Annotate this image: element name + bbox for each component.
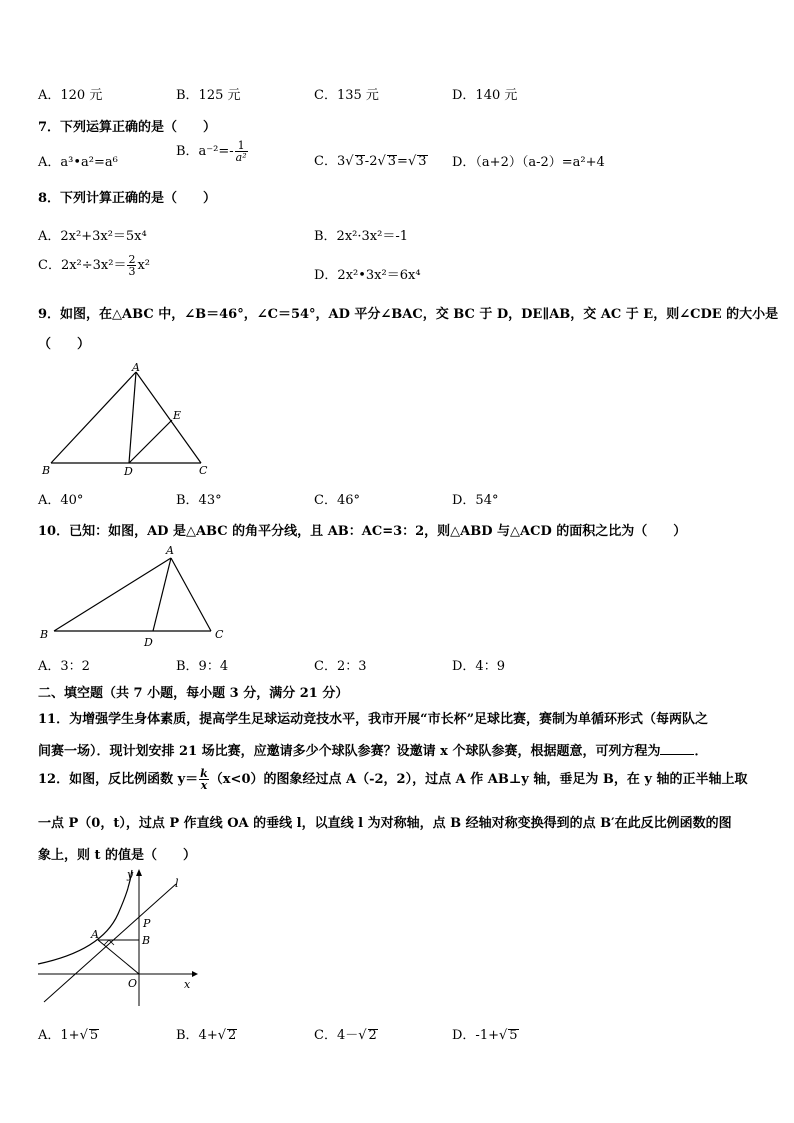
q12-label-y: y	[127, 868, 134, 881]
q10-triangle-figure	[36, 540, 231, 650]
q12-label-p: P	[143, 917, 151, 930]
q12-label-x: x	[184, 978, 191, 991]
q9-label-c: C	[199, 464, 208, 477]
q9-label-e: E	[173, 409, 182, 422]
q8-stem: 8．下列计算正确的是（ ）	[38, 191, 217, 206]
q8-option-a: A．2x²+3x²＝5x⁴	[38, 229, 147, 244]
q6-option-a: A．120 元	[38, 88, 103, 103]
q10-option-b: B．9：4	[176, 659, 229, 674]
q10-label-d: D	[144, 636, 153, 649]
q7-stem: 7．下列运算正确的是（ ）	[38, 120, 217, 135]
q9-label-d: D	[124, 465, 133, 478]
q10-label-a: A	[166, 544, 174, 557]
q12-option-c: C．4－√ 2	[314, 1028, 377, 1043]
q12-option-b: B．4+√ 2	[176, 1028, 237, 1043]
q8-option-d: D．2x²•3x²＝6x⁴	[314, 268, 421, 283]
section-heading-fill-blank: 二、填空题（共 7 小题，每小题 3 分，满分 21 分）	[38, 686, 349, 701]
sqrt-3: 3	[355, 154, 364, 169]
q8-option-c: C．2x²÷3x²＝ $\frac{2}{3}$ x²	[38, 253, 151, 278]
q10-label-c: C	[215, 628, 224, 641]
q7-option-d: D．（a+2）（a-2）=a²+4	[452, 155, 605, 170]
q9-option-a: A．40°	[38, 493, 84, 508]
q10-stem: 10．已知：如图，AD 是△ABC 的角平分线，且 AB：AC=3：2，则△ABD 与△ACD 的面积之比为（ ）	[38, 524, 687, 539]
q6-option-c: C．135 元	[314, 88, 379, 103]
q12-line2: 一点 P（0，t），过点 P 作直线 OA 的垂线 l，以直线 l 为对称轴，点 B 经轴对称变换得到的点 B′在此反比例函数的图	[38, 816, 732, 831]
q9-label-b: B	[42, 464, 51, 477]
q7-option-b	[176, 140, 249, 163]
q11-line1: 11．为增强学生身体素质，提高学生足球运动竞技水平，我市开展“市长杯”足球比赛，赛制为单循环形式（每两队之	[38, 712, 709, 727]
q8-c-fraction: $\frac{2}{3}$	[128, 253, 136, 278]
q9-label-a: A	[132, 361, 140, 374]
q12-option-a: A．1+√ 5	[38, 1028, 99, 1043]
q12-label-l: l	[175, 877, 179, 890]
q12-option-d: D．-1+√ 5	[452, 1028, 518, 1043]
q12-label-b: B	[142, 934, 151, 947]
q9-stem-line2: （ ）	[38, 337, 91, 352]
q6-option-d: D．140 元	[452, 88, 518, 103]
q7-b-prefix: B．a⁻²=-	[176, 144, 234, 159]
q12-label-o: O	[128, 977, 138, 990]
q10-label-b: B	[40, 628, 49, 641]
q6-option-b: B．125 元	[176, 88, 241, 103]
q10-option-a: A．3：2	[38, 659, 90, 674]
q9-option-c: C．46°	[314, 493, 360, 508]
q11-line2: 间赛一场）．现计划安排 21 场比赛，应邀请多少个球队参赛？设邀请 x 个球队参赛，根据题意，可列方程为 ．	[38, 744, 708, 759]
q12-line1: 12．如图，反比例函数 y＝ $\frac{k}{x}$ （x<0）的图象经过点 A（-2，2），过点 A 作 AB⊥y 轴，垂足为 B，在 y 轴的正半轴上取	[38, 767, 748, 792]
q7-b-fraction: $\frac{1}{\text{a²}}$	[235, 139, 247, 164]
q10-option-c: C．2：3	[314, 659, 367, 674]
q12-graph-figure	[36, 866, 201, 1008]
q11-answer-blank	[660, 742, 694, 755]
q7-option-a: A．a³•a²=a⁶	[38, 155, 118, 170]
q8-option-b: B．2x²·3x²＝-1	[314, 229, 408, 244]
q12-label-a: A	[91, 928, 99, 941]
q9-option-d: D．54°	[452, 493, 499, 508]
q9-stem-line1: 9．如图，在△ABC 中，∠B＝46°，∠C＝54°，AD 平分∠BAC，交 BC 于 D，DE∥AB，交 AC 于 E，则∠CDE 的大小是	[38, 307, 779, 322]
q9-option-b: B．43°	[176, 493, 222, 508]
q10-option-d: D．4：9	[452, 659, 505, 674]
q12-line3: 象上，则 t 的值是（ ）	[38, 848, 197, 863]
q9-triangle-figure	[36, 360, 226, 480]
q7-option-c: C．3√ 3-2√ 3=√ 3	[314, 154, 427, 169]
q12-k-over-x: $\frac{k}{x}$	[200, 767, 208, 792]
